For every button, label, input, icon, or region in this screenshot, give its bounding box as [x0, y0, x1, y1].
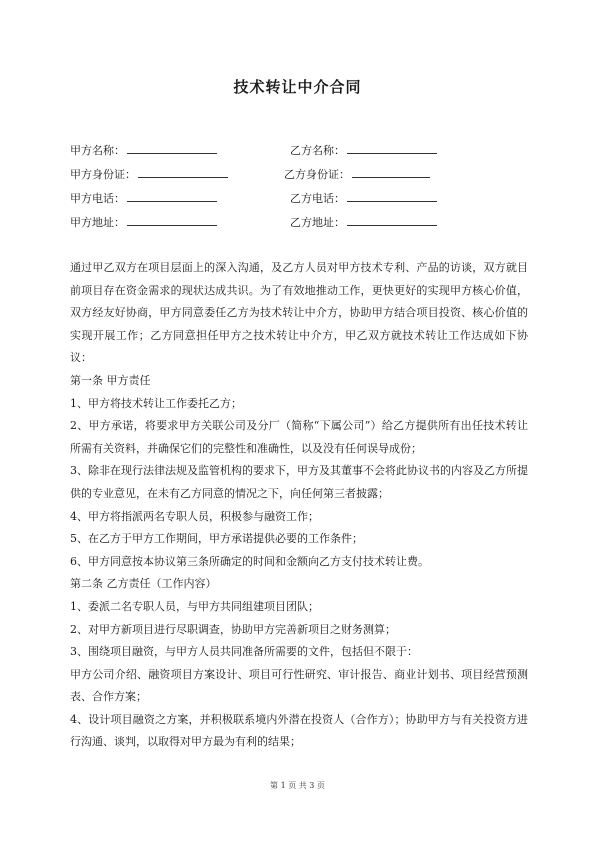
party-b-phone-blank	[347, 191, 437, 202]
article-2-clause-3: 3、围绕项目融资，与甲方人员共同准备所需要的文件，包括但不限于：	[70, 645, 418, 659]
party-b-address-field	[290, 214, 437, 230]
party-b-id-blank	[352, 167, 430, 178]
party-b-id-field	[284, 166, 430, 182]
party-row-id	[70, 166, 470, 190]
party-a-id-blank	[138, 167, 228, 178]
page-footer: 第 1 页 共 3 页	[270, 781, 325, 790]
contract-body	[70, 257, 528, 754]
article-2-clause-2: 2、对甲方新项目进行尽职调查，协助甲方完善新项目之财务测算；	[70, 622, 396, 636]
contract-title: 技术转让中介合同	[233, 78, 362, 96]
party-b-phone-field	[290, 190, 437, 206]
party-a-phone-label: 甲方电话：	[70, 192, 125, 205]
article-1-clause-6: 6、甲方同意按本协议第三条所确定的时间和金额向乙方支付技术转让费。	[70, 554, 429, 568]
party-b-name-field	[290, 142, 437, 158]
article-2-clause-1: 1、委派二名专职人员，与甲方共同组建项目团队；	[70, 599, 319, 613]
intro-paragraph: 通过甲乙双方在项目层面上的深入沟通，及乙方人员对甲方技术专利、产品的访谈，双方就目前项目存在资金需求的现状达成共识。为了有效地推动工作，更快更好的实现甲方核心价值，双方经友好协商，甲方同意委任乙方为技术转让中介方，协助甲方结合项目投资、核心价值的实现开展工作；乙方同意担任甲方之技术转让中介方，甲乙双方就技术转让工作达成如下协议：	[70, 261, 528, 365]
party-a-name-field	[70, 142, 217, 158]
party-a-name-blank	[127, 143, 217, 154]
article-1-clause-5: 5、在乙方于甲方工作期间，甲方承诺提供必要的工作条件；	[70, 532, 363, 546]
party-b-id-label: 乙方身份证：	[284, 168, 350, 181]
article-1-clause-3: 3、除非在现行法律法规及监管机构的要求下，甲方及其董事不会将此协议书的内容及乙方所提供的专业意见，在未有乙方同意的情况之下，向任何第三者披露；	[70, 464, 528, 500]
article-1-heading: 第一条 甲方责任	[70, 373, 151, 387]
party-b-address-label: 乙方地址：	[290, 216, 345, 229]
party-b-name-blank	[347, 143, 437, 154]
article-1-clause-1: 1、甲方将技术转让工作委托乙方；	[70, 396, 242, 410]
party-a-address-label: 甲方地址：	[70, 216, 125, 229]
article-1-clause-2: 2、甲方承诺，将要求甲方关联公司及分厂（简称“下属公司”）给乙方提供所有出任技术转让所需有关资料，并确保它们的完整性和准确性，以及没有任何误导成份；	[70, 419, 528, 455]
article-2-heading: 第二条 乙方责任（工作内容）	[70, 577, 217, 591]
party-b-address-blank	[347, 215, 437, 226]
party-row-name	[70, 142, 470, 166]
party-a-phone-blank	[127, 191, 217, 202]
party-a-address-field	[70, 214, 217, 230]
article-1-clause-4: 4、甲方将指派两名专职人员，积极参与融资工作；	[70, 509, 319, 523]
article-2-clause-4: 4、设计项目融资之方案，并积极联系境内外潜在投资人（合作方）；协助甲方与有关投资方进行沟通、谈判，以取得对甲方最为有利的结果；	[70, 712, 528, 749]
party-a-id-field	[70, 166, 228, 182]
article-2-clause-3-detail: 甲方公司介绍、融资项目方案设计、项目可行性研究、审计报告、商业计划书、项目经营预测表、合作方案；	[70, 667, 528, 704]
party-a-phone-field	[70, 190, 217, 206]
party-a-id-label: 甲方身份证：	[70, 168, 136, 181]
party-info-block	[70, 142, 470, 238]
party-b-name-label: 乙方名称：	[290, 144, 345, 157]
party-b-phone-label: 乙方电话：	[290, 192, 345, 205]
party-a-address-blank	[127, 215, 217, 226]
party-row-address	[70, 214, 470, 238]
party-row-phone	[70, 190, 470, 214]
party-a-name-label: 甲方名称：	[70, 144, 125, 157]
